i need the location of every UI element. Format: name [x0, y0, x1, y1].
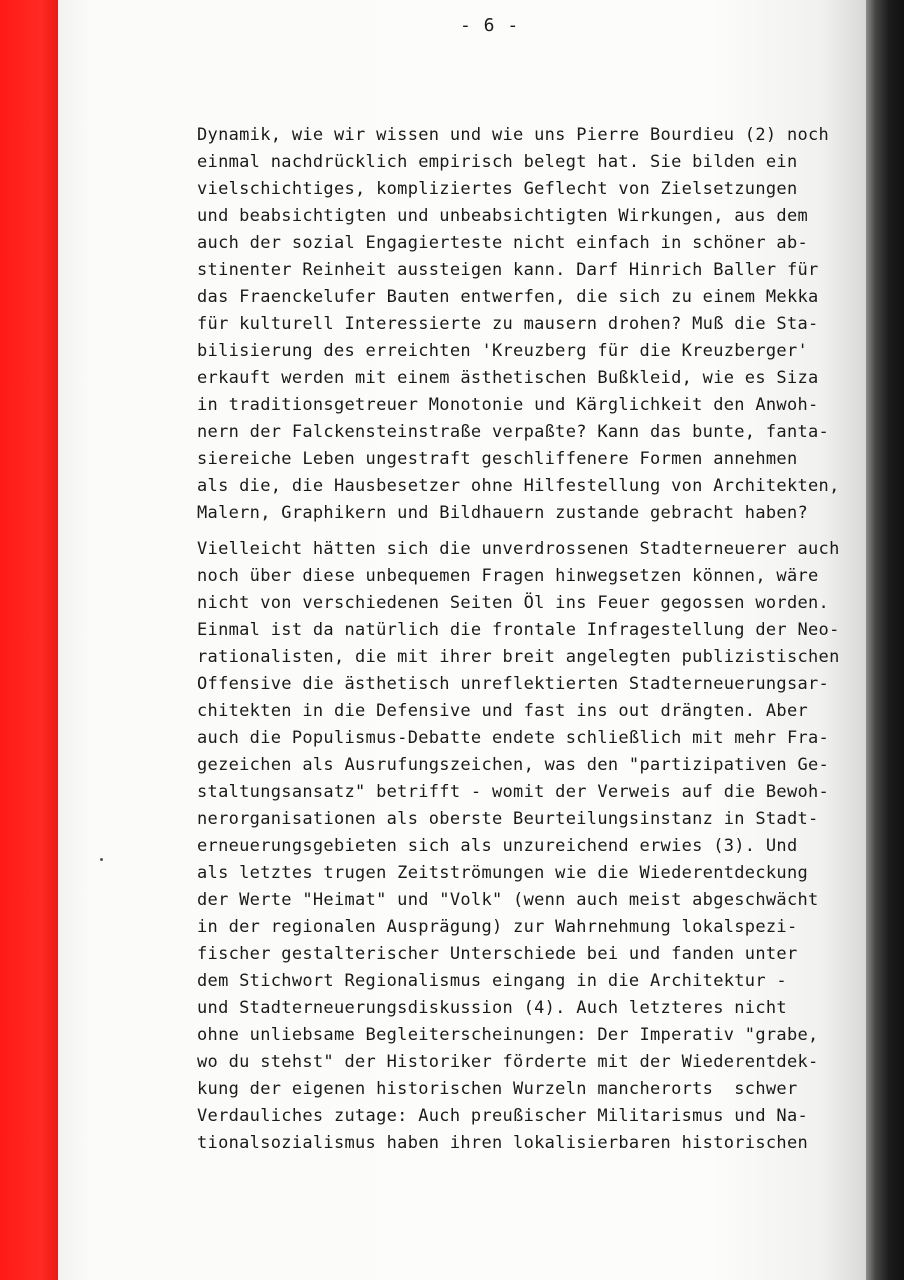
text-line: kung der eigenen historischen Wurzeln mancherorts schwer — [197, 1079, 798, 1099]
text-line: Malern, Graphikern und Bildhauern zustande gebracht haben? — [197, 503, 809, 523]
text-line: und beabsichtigten und unbeabsichtigten Wirkungen, aus dem — [197, 206, 809, 226]
text-line: Einmal ist da natürlich die frontale Infragestellung der Neo- — [197, 620, 840, 640]
text-line: das Fraenckelufer Bauten entwerfen, die sich zu einem Mekka — [197, 287, 819, 307]
text-line: stinenter Reinheit aussteigen kann. Darf Hinrich Baller für — [197, 260, 819, 280]
paper-speck — [100, 858, 103, 861]
text-line: in der regionalen Ausprägung) zur Wahrnehmung lokalspezi- — [197, 917, 798, 937]
paragraph-2 — [197, 536, 865, 1157]
text-line: staltungsansatz" betrifft - womit der Verweis auf die Bewoh- — [197, 782, 830, 802]
text-line: erneuerungsgebieten sich als unzureichend erwies (3). Und — [197, 836, 798, 856]
text-line: vielschichtiges, kompliziertes Geflecht von Zielsetzungen — [197, 179, 798, 199]
text-line: chitekten in die Defensive und fast ins out drängten. Aber — [197, 701, 809, 721]
text-line: einmal nachdrücklich empirisch belegt hat. Sie bilden ein — [197, 152, 798, 172]
text-line: siereiche Leben ungestraft geschliffenere Formen annehmen — [197, 449, 798, 469]
text-line: als die, die Hausbesetzer ohne Hilfestellung von Architekten, — [197, 476, 840, 496]
text-line: auch der sozial Engagierteste nicht einfach in schöner ab- — [197, 233, 809, 253]
text-line: tionalsozialismus haben ihren lokalisierbaren historischen — [197, 1133, 809, 1153]
text-line: auch die Populismus-Debatte endete schließlich mit mehr Fra- — [197, 728, 830, 748]
text-line: und Stadterneuerungsdiskussion (4). Auch letzteres nicht — [197, 998, 787, 1018]
text-line: Offensive die ästhetisch unreflektierten Stadterneuerungsar- — [197, 674, 830, 694]
text-line: bilisierung des erreichten 'Kreuzberg für die Kreuzberger' — [197, 341, 809, 361]
page-shadow-edge — [866, 0, 904, 1280]
text-line: gezeichen als Ausrufungszeichen, was den "partizipativen Ge- — [197, 755, 830, 775]
text-line: nern der Falckensteinstraße verpaßte? Kann das bunte, fanta- — [197, 422, 830, 442]
text-line: Dynamik, wie wir wissen und wie uns Pierre Bourdieu (2) noch — [197, 125, 830, 145]
text-line: Verdauliches zutage: Auch preußischer Militarismus und Na- — [197, 1106, 809, 1126]
body-text — [197, 122, 865, 1157]
text-line: ohne unliebsame Begleiterscheinungen: Der Imperativ "grabe, — [197, 1025, 819, 1045]
text-line: nerorganisationen als oberste Beurteilungsinstanz in Stadt- — [197, 809, 819, 829]
text-line: erkauft werden mit einem ästhetischen Bußkleid, wie es Siza — [197, 368, 819, 388]
text-line: dem Stichwort Regionalismus eingang in die Architektur - — [197, 971, 787, 991]
text-line: fischer gestalterischer Unterschiede bei und fanden unter — [197, 944, 798, 964]
text-line: der Werte "Heimat" und "Volk" (wenn auch meist abgeschwächt — [197, 890, 819, 910]
text-line: wo du stehst" der Historiker förderte mit der Wiederentdek- — [197, 1052, 819, 1072]
text-line: in traditionsgetreuer Monotonie und Kärglichkeit den Anwoh- — [197, 395, 819, 415]
text-line: nicht von verschiedenen Seiten Öl ins Feuer gegossen worden. — [197, 593, 830, 613]
red-folder-edge — [0, 0, 62, 1280]
text-line: Vielleicht hätten sich die unverdrossenen Stadterneuerer auch — [197, 539, 840, 559]
text-line: noch über diese unbequemen Fragen hinwegsetzen können, wäre — [197, 566, 819, 586]
text-line: als letztes trugen Zeitströmungen wie die Wiederentdeckung — [197, 863, 809, 883]
page-number: - 6 - — [460, 15, 520, 36]
paragraph-1 — [197, 122, 865, 527]
text-line: für kulturell Interessierte zu mausern drohen? Muß die Sta- — [197, 314, 819, 334]
text-line: rationalisten, die mit ihrer breit angelegten publizistischen — [197, 647, 840, 667]
